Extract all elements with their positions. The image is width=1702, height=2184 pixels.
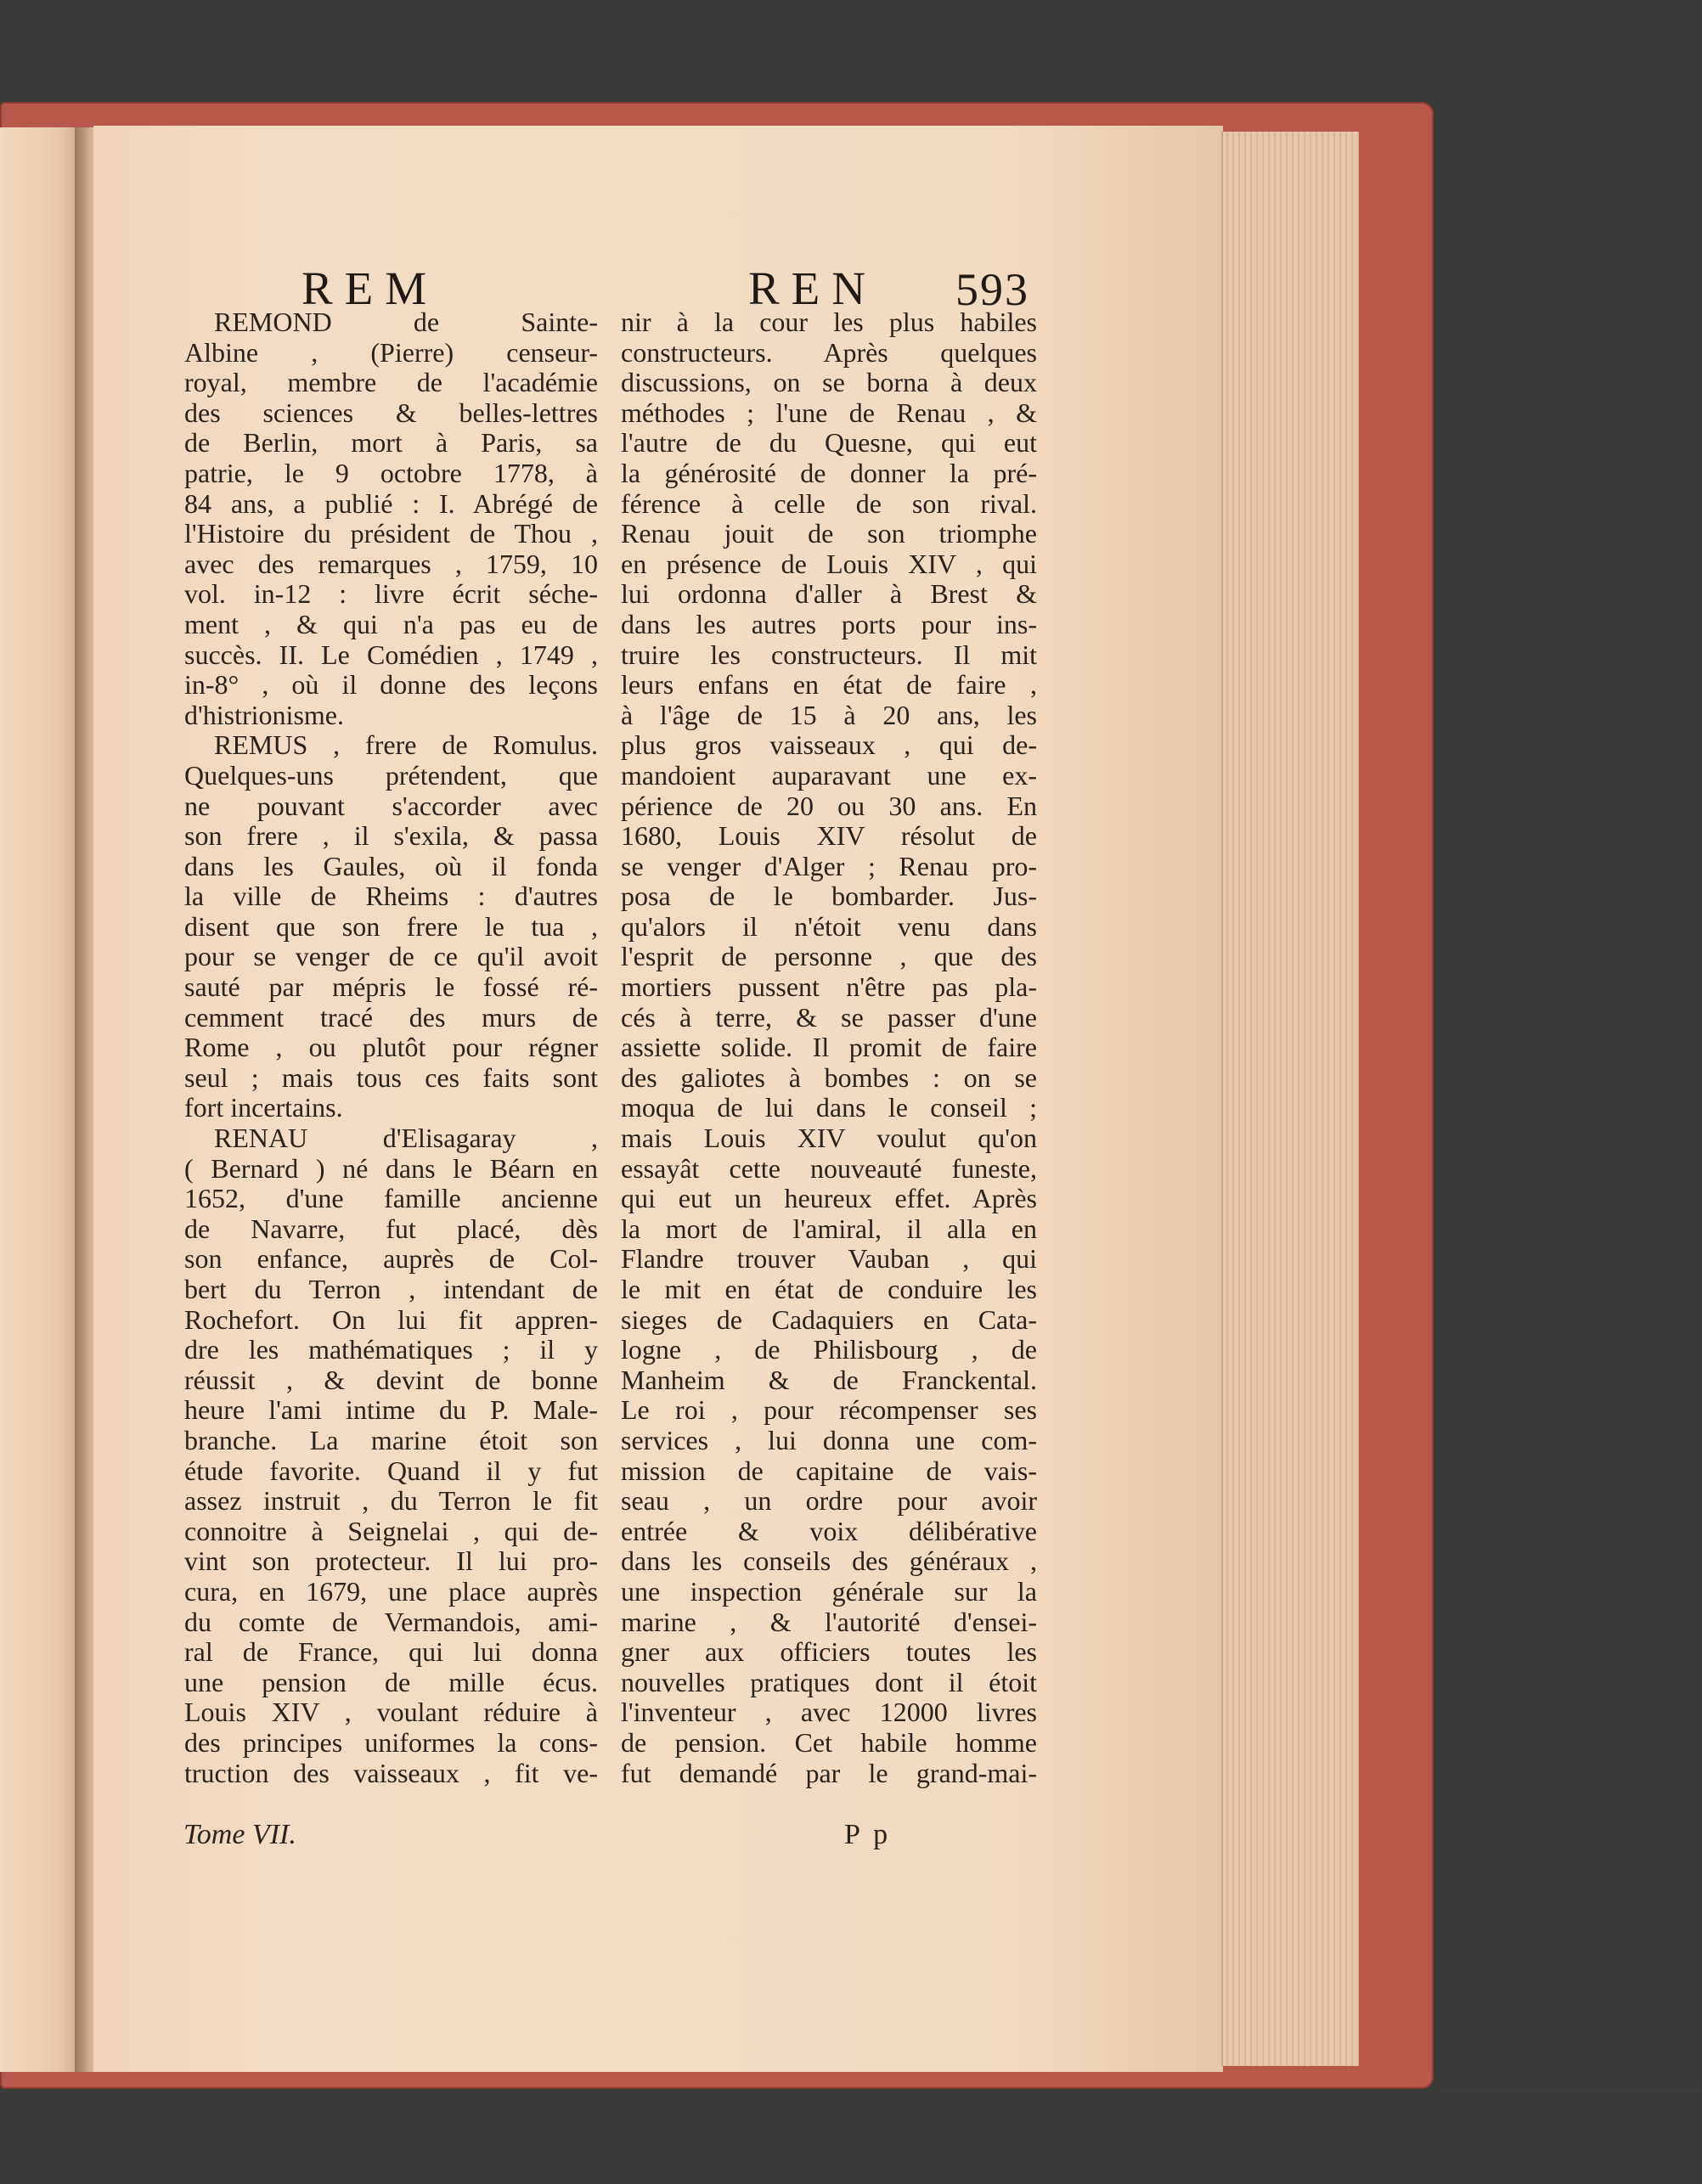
volume-label: Tome VII. xyxy=(183,1819,296,1850)
text-line: de Berlin, mort à Paris, sa xyxy=(184,428,598,459)
text-line: 1652, d'une famille ancienne xyxy=(184,1184,598,1214)
text-line: dans les Gaules, où il fonda xyxy=(184,851,598,881)
text-line: Renau jouit de son triomphe xyxy=(621,519,1037,549)
text-line: mais Louis XIV voulut qu'on xyxy=(621,1123,1037,1154)
text-line: disent que son frere le tua , xyxy=(184,911,598,942)
text-line: étude favorite. Quand il y fut xyxy=(184,1455,598,1486)
text-line: qui eut un heureux effet. Après xyxy=(621,1184,1037,1214)
text-line: plus gros vaisseaux , qui de- xyxy=(621,730,1037,761)
text-line: fort incertains. xyxy=(184,1093,343,1123)
text-line: ral de France, qui lui donna xyxy=(184,1637,598,1668)
page-number: 593 xyxy=(955,264,1029,315)
header-right-keyword: REN xyxy=(748,262,877,314)
text-line: connoitre à Seignelai , qui de- xyxy=(184,1516,598,1546)
text-line: dans les conseils des généraux , xyxy=(621,1546,1037,1577)
right-text-column xyxy=(621,307,1037,1788)
facing-page-edge xyxy=(0,127,85,2072)
text-line: bert du Terron , intendant de xyxy=(184,1275,598,1304)
text-line: 1680, Louis XIV résolut de xyxy=(621,821,1037,852)
text-line: cemment tracé des murs de xyxy=(184,1002,598,1033)
header-left-keyword: REM xyxy=(302,262,439,314)
text-line: moqua de lui dans le conseil ; xyxy=(621,1093,1037,1123)
text-line: en présence de Louis XIV , qui xyxy=(621,549,1037,579)
text-line: Quelques-uns prétendent, que xyxy=(184,760,598,791)
text-line: des sciences & belles-lettres xyxy=(184,397,598,428)
text-line: réussit , & devint de bonne xyxy=(184,1365,598,1395)
left-text-column xyxy=(184,307,598,1788)
text-line: nouvelles pratiques dont il étoit xyxy=(621,1667,1037,1697)
text-line: in-8° , où il donne des leçons xyxy=(184,670,598,701)
text-line: périence de 20 ou 30 ans. En xyxy=(621,791,1037,821)
text-line: Flandre trouver Vauban , qui xyxy=(621,1244,1037,1275)
text-line: pour se venger de ce qu'il avoit xyxy=(184,942,598,972)
text-line: avec des remarques , 1759, 10 xyxy=(184,549,598,579)
text-line: gner aux officiers toutes les xyxy=(621,1637,1037,1668)
text-line: assez instruit , du Terron le fit xyxy=(184,1486,598,1517)
text-line: Louis XIV , voulant réduire à xyxy=(184,1697,598,1728)
text-line: l'inventeur , avec 12000 livres xyxy=(621,1697,1037,1728)
text-line: de Navarre, fut placé, dès xyxy=(184,1213,598,1244)
text-line: heure l'ami intime du P. Male- xyxy=(184,1395,598,1426)
text-line: des principes uniformes la cons- xyxy=(184,1727,598,1758)
text-line: l'Histoire du président de Thou , xyxy=(184,519,598,549)
text-line: truction des vaisseaux , fit ve- xyxy=(184,1758,598,1788)
text-line: sieges de Cadaquiers en Cata- xyxy=(621,1304,1037,1335)
text-line: Albine , (Pierre) censeur- xyxy=(184,337,598,368)
text-line: son enfance, auprès de Col- xyxy=(184,1244,598,1275)
text-line: succès. II. Le Comédien , 1749 , xyxy=(184,639,598,670)
text-line: sauté par mépris le fossé ré- xyxy=(184,972,598,1003)
text-line: fut demandé par le grand-mai- xyxy=(621,1758,1037,1788)
text-line: assiette solide. Il promit de faire xyxy=(621,1033,1037,1063)
text-line: constructeurs. Après quelques xyxy=(621,337,1037,368)
text-line: ment , & qui n'a pas eu de xyxy=(184,609,598,639)
text-line: Rome , ou plutôt pour régner xyxy=(184,1033,598,1063)
text-line: services , lui donna une com- xyxy=(621,1425,1037,1455)
text-line: la générosité de donner la pré- xyxy=(621,458,1037,488)
text-line: vint son protecteur. Il lui pro- xyxy=(184,1546,598,1577)
text-line: dans les autres ports pour ins- xyxy=(621,609,1037,639)
signature-mark: P p xyxy=(844,1819,892,1850)
page-edges xyxy=(1221,132,1359,2066)
text-line: 84 ans, a publié : I. Abrégé de xyxy=(184,488,598,519)
text-line: lui ordonna d'aller à Brest & xyxy=(621,579,1037,610)
text-line: qu'alors il n'étoit venu dans xyxy=(621,911,1037,942)
text-line: méthodes ; l'une de Renau , & xyxy=(621,397,1037,428)
text-line: REMUS , frere de Romulus. xyxy=(214,730,598,761)
backdrop-right xyxy=(1435,0,1702,2184)
text-line: des galiotes à bombes : on se xyxy=(621,1062,1037,1093)
text-line: du comte de Vermandois, ami- xyxy=(184,1607,598,1637)
text-line: dre les mathématiques ; il y xyxy=(184,1335,598,1365)
text-line: vol. in-12 : livre écrit séche- xyxy=(184,579,598,610)
text-line: l'esprit de personne , que des xyxy=(621,942,1037,972)
text-line: branche. La marine étoit son xyxy=(184,1425,598,1455)
text-line: Rochefort. On lui fit appren- xyxy=(184,1304,598,1335)
text-line: RENAU d'Elisagaray , xyxy=(214,1123,598,1154)
page-footer xyxy=(170,1819,1053,1861)
text-line: discussions, on se borna à deux xyxy=(621,368,1037,398)
text-line: la mort de l'amiral, il alla en xyxy=(621,1213,1037,1244)
backdrop-bottom xyxy=(0,2089,1702,2184)
text-line: son frere , il s'exila, & passa xyxy=(184,821,598,852)
text-line: cura, en 1679, une place auprès xyxy=(184,1576,598,1607)
text-line: se venger d'Alger ; Renau pro- xyxy=(621,851,1037,881)
text-line: une inspection générale sur la xyxy=(621,1576,1037,1607)
text-line: logne , de Philisbourg , de xyxy=(621,1335,1037,1365)
text-line: Le roi , pour récompenser ses xyxy=(621,1395,1037,1426)
text-line: essayât cette nouveauté funeste, xyxy=(621,1153,1037,1184)
text-line: patrie, le 9 octobre 1778, à xyxy=(184,458,598,488)
text-line: une pension de mille écus. xyxy=(184,1667,598,1697)
text-line: mandoient auparavant une ex- xyxy=(621,760,1037,791)
text-line: REMOND de Sainte- xyxy=(214,307,598,337)
text-line: ne pouvant s'accorder avec xyxy=(184,791,598,821)
text-line: la ville de Rheims : d'autres xyxy=(184,881,598,912)
text-line: seul ; mais tous ces faits sont xyxy=(184,1062,598,1093)
text-line: cés à terre, & se passer d'une xyxy=(621,1002,1037,1033)
text-line: l'autre de du Quesne, qui eut xyxy=(621,428,1037,459)
text-line: seau , un ordre pour avoir xyxy=(621,1486,1037,1517)
text-line: férence à celle de son rival. xyxy=(621,488,1037,519)
text-line: posa de le bombarder. Jus- xyxy=(621,881,1037,912)
text-line: Manheim & de Franckental. xyxy=(621,1365,1037,1395)
text-line: ( Bernard ) né dans le Béarn en xyxy=(184,1153,598,1184)
text-line: mission de capitaine de vais- xyxy=(621,1455,1037,1486)
text-line: à l'âge de 15 à 20 ans, les xyxy=(621,700,1037,730)
text-line: nir à la cour les plus habiles xyxy=(621,307,1037,337)
text-line: truire les constructeurs. Il mit xyxy=(621,639,1037,670)
text-line: le mit en état de conduire les xyxy=(621,1275,1037,1304)
text-line: leurs enfans en état de faire , xyxy=(621,670,1037,701)
text-line: entrée & voix délibérative xyxy=(621,1516,1037,1546)
text-line: marine , & l'autorité d'ensei- xyxy=(621,1607,1037,1637)
text-line: royal, membre de l'académie xyxy=(184,368,598,398)
text-line: d'histrionisme. xyxy=(184,700,344,730)
text-line: mortiers pussent n'être pas pla- xyxy=(621,972,1037,1003)
text-line: de pension. Cet habile homme xyxy=(621,1727,1037,1758)
